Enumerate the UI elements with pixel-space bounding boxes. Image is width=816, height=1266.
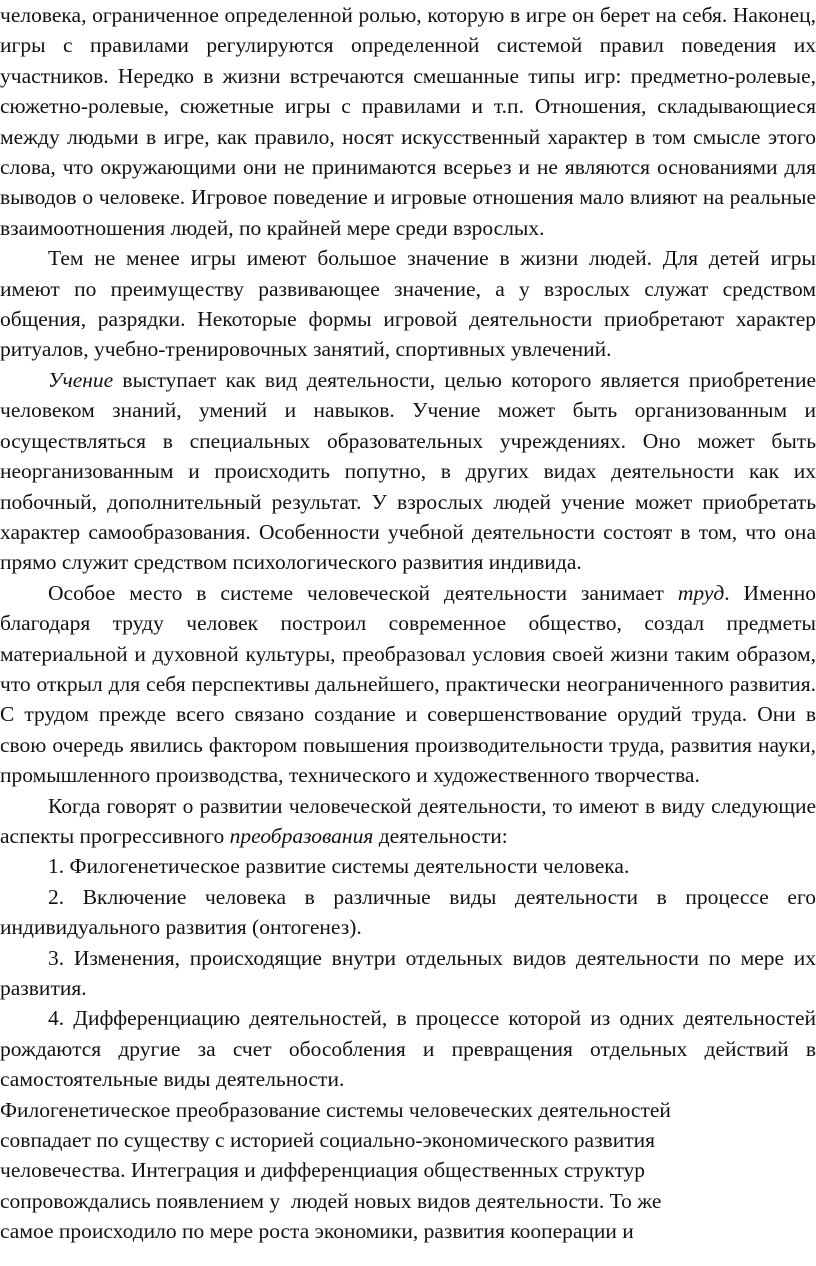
paragraph-games-continued: человека, ограниченное определенной ролью, которую в игре он берет на себя. Наконец, игры с правилами регулируются определенной системой правил поведения их участников. Нередко в жизни встречаются смешанные типы игр: предметно-ролевые, сюжетно-ролевые, сюжетные игры с правилами и т.п. Отношения, складывающиеся между людьми в игре, как правило, носят искусственный характер в том смысле этого слова, что окружающими они не принимаются всерьез и не являются основаниями для выводов о человеке. Игровое поведение и игровые отношения мало влияют на реальные взаимоотношения людей, по крайней мере среди взрослых. [0,3,816,240]
paragraph-labor-text: . Именно благодаря труду человек построил современное общество, создал предметы материальной и духовной культуры, преобразовал условия своей жизни таким образом, что открыл для себя перспективы дальнейшего, практически неограниченного развития. С трудом прежде всего связано создание и совершенствование орудий труда. Они в свою очередь явились фактором повышения производительности труда, развития науки, промышленного производства, технического и художественного творчества. [0,580,816,788]
list-item-3: 3. Изменения, происходящие внутри отдельных видов деятельности по мере их развития. [0,945,816,1000]
paragraph-games-importance: Тем не менее игры имеют большое значение в жизни людей. Для детей игры имеют по преимуществу развивающее значение, а у взрослых служат средством общения, разрядки. Некоторые формы игровой деятельности приобретают характер ритуалов, учебно-тренировочных занятий, спортивных увлечений. [0,246,816,362]
paragraph-phylogenetic-line-3: человечества. Интеграция и дифференциация общественных структур [0,1158,646,1183]
term-labor: труд [677,580,725,605]
paragraph-learning-text: выступает как вид деятельности, целью которого является приобретение человеком знаний, умений и навыков. Учение может быть организованным и осуществляться в специальных образовательных учреждениях. Оно может быть неорганизованным и происходить попутно, в других видах деятельности как их побочный, дополнительный результат. У взрослых людей учение может приобретать характер самообразования. Особенности учебной деятельности состоят в том, что она прямо служит средством психологического развития индивида. [0,367,816,575]
paragraph-learning [0,365,816,578]
paragraph-development-end: деятельности: [373,823,508,848]
paragraph-phylogenetic-line-1: Филогенетическое преобразование системы человеческих деятельностей [0,1097,671,1122]
term-learning: Учение [48,367,114,392]
paragraph-development-start: Когда говорят о развитии человеческой деятельности, то имеют в виду следующие аспекты прогрессивного [0,793,816,848]
term-transformation: преобразования [229,823,374,848]
paragraph-labor [0,578,816,791]
list-item-1: 1. Филогенетическое развитие системы деятельности человека. [48,854,630,879]
paragraph-labor-start: Особое место в системе человеческой деятельности занимает [48,580,678,605]
list-item-2: 2. Включение человека в различные виды деятельности в процессе его индивидуального развития (онтогенез). [0,884,816,940]
list-item-4: 4. Дифференциацию деятельностей, в процессе которой из одних деятельностей рождаются другие за счет обособления и превращения отдельных действий в самостоятельные виды деятельности. [0,1006,816,1092]
paragraph-phylogenetic-line-5: самое происходило по мере роста экономики, развития кооперации и [0,1219,634,1244]
paragraph-phylogenetic [0,1095,816,1247]
paragraph-phylogenetic-line-2: совпадает по существу с историей социально-экономического развития [0,1128,656,1153]
paragraph-development-aspects [0,791,816,852]
paragraph-phylogenetic-line-4: сопровождались появлением у людей новых видов деятельности. То же [0,1188,662,1213]
